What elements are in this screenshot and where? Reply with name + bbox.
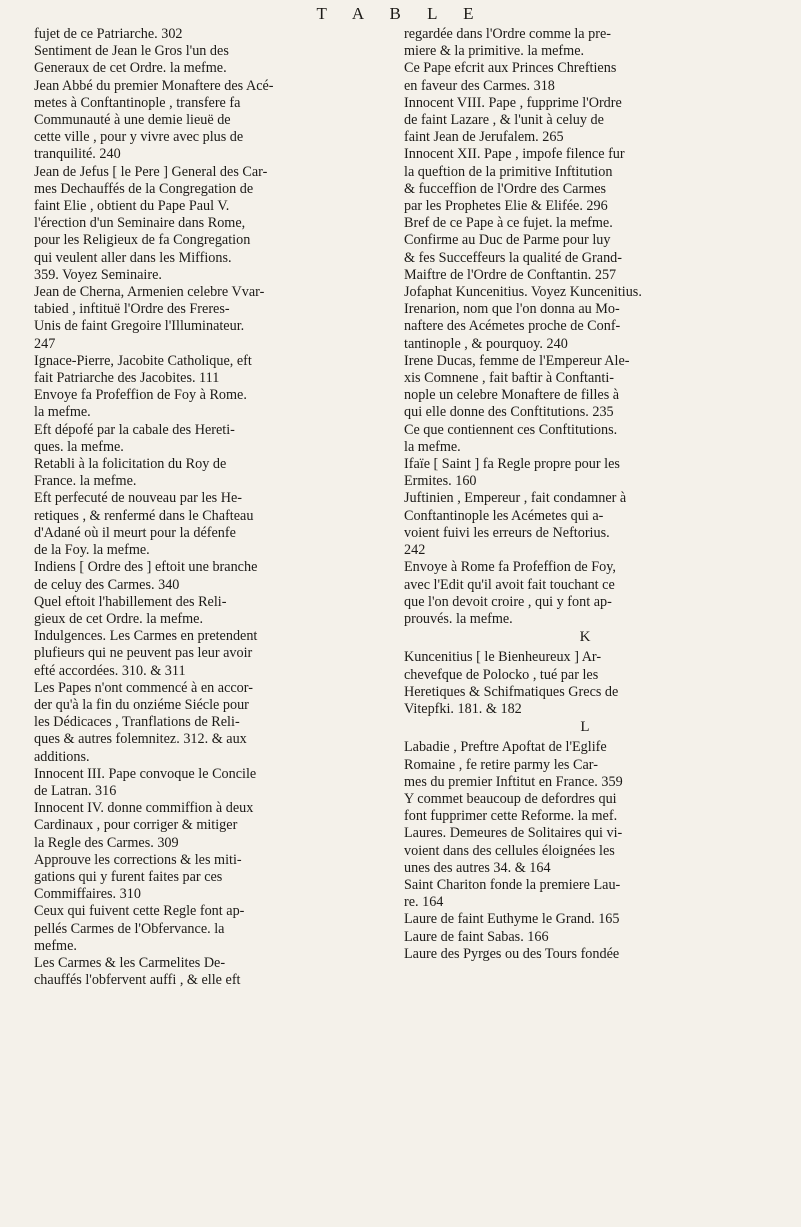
index-line: cette ville , pour y vivre avec plus de: [34, 129, 244, 146]
index-line: la queftion de la primitive Inftitution: [404, 163, 613, 180]
index-line: Irene Ducas, femme de l'Empereur Ale-: [404, 352, 630, 369]
index-line: Innocent XII. Pape , impofe filence fur: [404, 146, 625, 163]
index-line: Envoye à Rome fa Profeffion de Foy,: [404, 559, 616, 576]
index-line: & fes Succeffeurs la qualité de Grand-: [404, 249, 622, 266]
index-line: la mefme.: [404, 438, 461, 455]
index-line: unes des autres 34. & 164: [404, 859, 551, 876]
index-line: der qu'à la fin du onziéme Siécle pour: [34, 696, 249, 713]
index-line: retiques , & renfermé dans le Chafteau: [34, 507, 254, 524]
index-line: Les Papes n'ont commencé à en accor-: [34, 679, 253, 696]
index-line: gations qui y furent faites par ces: [34, 868, 223, 885]
index-line: de celuy des Carmes. 340: [34, 576, 180, 593]
index-line: Romaine , fe retire parmy les Car-: [404, 756, 598, 773]
index-line: faint Jean de Jerufalem. 265: [404, 129, 564, 146]
index-line: Eft perfecuté de nouveau par les He-: [34, 490, 242, 507]
index-line: Vitepfki. 181. & 182: [404, 700, 522, 717]
index-line: Cardinaux , pour corriger & mitiger: [34, 817, 238, 834]
index-line: Ignace-Pierre, Jacobite Catholique, eft: [34, 352, 252, 369]
index-line: de Latran. 316: [34, 782, 117, 799]
index-line: tantinople , & pourquoy. 240: [404, 335, 568, 352]
index-line: faint Elie , obtient du Pape Paul V.: [34, 198, 230, 215]
index-line: Communauté à une demie lieuë de: [34, 112, 231, 129]
index-line: que l'on devoit croire , qui y font ap-: [404, 593, 612, 610]
index-line: l'érection d'un Seminaire dans Rome,: [34, 215, 246, 232]
index-line: plufieurs qui ne peuvent pas leur avoir: [34, 645, 253, 662]
index-line: additions.: [34, 748, 90, 765]
index-line: nople un celebre Monaftere de filles à: [404, 387, 620, 404]
index-line: Laure de faint Euthyme le Grand. 165: [404, 911, 620, 928]
index-line: chauffés l'obfervent auffi , & elle eft: [34, 972, 241, 989]
index-line: ques. la mefme.: [34, 438, 124, 455]
index-line: Laure de faint Sabas. 166: [404, 928, 549, 945]
index-line: tranquilité. 240: [34, 146, 121, 163]
index-line: ques & autres folemnitez. 312. & aux: [34, 731, 247, 748]
index-line: qui elle donne des Conftitutions. 235: [404, 404, 614, 421]
index-line: la Regle des Carmes. 309: [34, 834, 179, 851]
index-line: pour les Religieux de fa Congregation: [34, 232, 251, 249]
index-line: Ermites. 160: [404, 473, 477, 490]
index-line: de la Foy. la mefme.: [34, 542, 150, 559]
index-line: Conftantinople les Acémetes qui a-: [404, 507, 604, 524]
index-line: Unis de faint Gregoire l'Illuminateur.: [34, 318, 245, 335]
index-line: Envoye fa Profeffion de Foy à Rome.: [34, 387, 247, 404]
index-line: Approuve les corrections & les miti-: [34, 851, 242, 868]
index-line: Maiftre de l'Ordre de Conftantin. 257: [404, 266, 617, 283]
index-line: gieux de cet Ordre. la mefme.: [34, 610, 203, 627]
index-line: Ce que contiennent ces Conftitutions.: [404, 421, 618, 438]
index-line: qui veulent aller dans les Miffions.: [34, 249, 232, 266]
index-line: Laures. Demeures de Solitaires qui vi-: [404, 825, 623, 842]
index-line: regardée dans l'Ordre comme la pre-: [404, 26, 611, 42]
index-line: Juftinien , Empereur , fait condamner à: [404, 490, 627, 507]
index-line: pellés Carmes de l'Obfervance. la: [34, 920, 225, 937]
index-line: Innocent III. Pape convoque le Concile: [34, 765, 257, 782]
index-line: Indulgences. Les Carmes en pretendent: [34, 628, 258, 645]
section-letter: L: [580, 719, 590, 736]
index-line: Ce Pape efcrit aux Princes Chreftiens: [404, 60, 617, 77]
index-line: Kuncenitius [ le Bienheureux ] Ar-: [404, 649, 602, 666]
index-line: voient dans des cellules éloignées les: [404, 842, 615, 859]
index-line: Ifaïe [ Saint ] fa Regle propre pour les: [404, 456, 620, 473]
index-line: 359. Voyez Seminaire.: [34, 266, 162, 283]
index-line: Ceux qui fuivent cette Regle font ap-: [34, 903, 245, 920]
index-line: prouvés. la mefme.: [404, 610, 513, 627]
index-line: font fupprimer cette Reforme. la mef.: [404, 808, 618, 825]
index-line: Commiffaires. 310: [34, 886, 141, 903]
index-line: Eft dépofé par la cabale des Hereti-: [34, 421, 235, 438]
index-line: par les Prophetes Elie & Elifée. 296: [404, 198, 608, 215]
index-line: France. la mefme.: [34, 473, 137, 490]
section-letter: K: [579, 629, 591, 646]
index-line: Quel eftoit l'habillement des Reli-: [34, 593, 227, 610]
index-line: metes à Conftantinople , transfere fa: [34, 94, 241, 111]
index-line: Irenarion, nom que l'on donna au Mo-: [404, 301, 620, 318]
index-line: la mefme.: [34, 404, 91, 421]
index-line: Jofaphat Kuncenitius. Voyez Kuncenitius.: [404, 284, 642, 301]
index-line: en faveur des Carmes. 318: [404, 77, 555, 94]
index-line: chevefque de Polocko , tué par les: [404, 666, 599, 683]
index-line: de faint Lazare , & l'unit à celuy de: [404, 112, 604, 129]
index-line: efté accordées. 310. & 311: [34, 662, 186, 679]
index-line: Innocent VIII. Pape , fupprime l'Ordre: [404, 94, 622, 111]
index-line: fait Patriarche des Jacobites. 111: [34, 370, 220, 387]
index-line: fujet de ce Patriarche. 302: [34, 26, 183, 42]
index-line: Y commet beaucoup de defordres qui: [404, 790, 617, 807]
index-line: Heretiques & Schifmatiques Grecs de: [404, 683, 619, 700]
index-line: miere & la primitive. la mefme.: [404, 43, 585, 60]
index-line: & fucceffion de l'Ordre des Carmes: [404, 180, 607, 197]
index-line: 242: [404, 542, 426, 559]
index-line: Retabli à la folicitation du Roy de: [34, 456, 227, 473]
index-line: Saint Chariton fonde la premiere Lau-: [404, 876, 621, 893]
index-line: avec l'Edit qu'il avoit fait touchant ce: [404, 576, 615, 593]
index-line: Sentiment de Jean le Gros l'un des: [34, 43, 229, 60]
index-line: mes Dechauffés de la Congregation de: [34, 180, 254, 197]
index-line: Jean de Jefus [ le Pere ] General des Car-: [34, 163, 268, 180]
index-line: Bref de ce Pape à ce fujet. la mefme.: [404, 215, 613, 232]
index-line: Jean Abbé du premier Monaftere des Acé-: [34, 77, 274, 94]
page-header: T A B L E: [316, 4, 485, 23]
index-line: Innocent IV. donne commiffion à deux: [34, 800, 254, 817]
index-line: Indiens [ Ordre des ] eftoit une branche: [34, 559, 258, 576]
index-line: re. 164: [404, 894, 444, 911]
index-line: Les Carmes & les Carmelites De-: [34, 954, 226, 971]
index-line: les Dédicaces , Tranflations de Reli-: [34, 714, 240, 731]
index-line: xis Comnene , fait baftir à Conftanti-: [404, 370, 614, 387]
index-line: mes du premier Inftitut en France. 359: [404, 773, 623, 790]
left-column: [34, 26, 392, 989]
right-column: [404, 26, 766, 963]
index-line: voient fuivi les erreurs de Neftorius.: [404, 524, 610, 541]
index-line: Jean de Cherna, Armenien celebre Vvar-: [34, 284, 265, 301]
index-line: 247: [34, 335, 56, 352]
index-line: d'Adané où il meurt pour la défenfe: [34, 524, 236, 541]
index-line: Laure des Pyrges ou des Tours fondée: [404, 945, 620, 962]
index-line: tabied , inftituë l'Ordre des Freres-: [34, 301, 230, 318]
index-line: Confirme au Duc de Parme pour luy: [404, 232, 611, 249]
index-line: Generaux de cet Ordre. la mefme.: [34, 60, 227, 77]
index-line: mefme.: [34, 937, 77, 954]
index-line: naftere des Acémetes proche de Conf-: [404, 318, 621, 335]
index-line: Labadie , Preftre Apoftat de l'Eglife: [404, 739, 607, 756]
